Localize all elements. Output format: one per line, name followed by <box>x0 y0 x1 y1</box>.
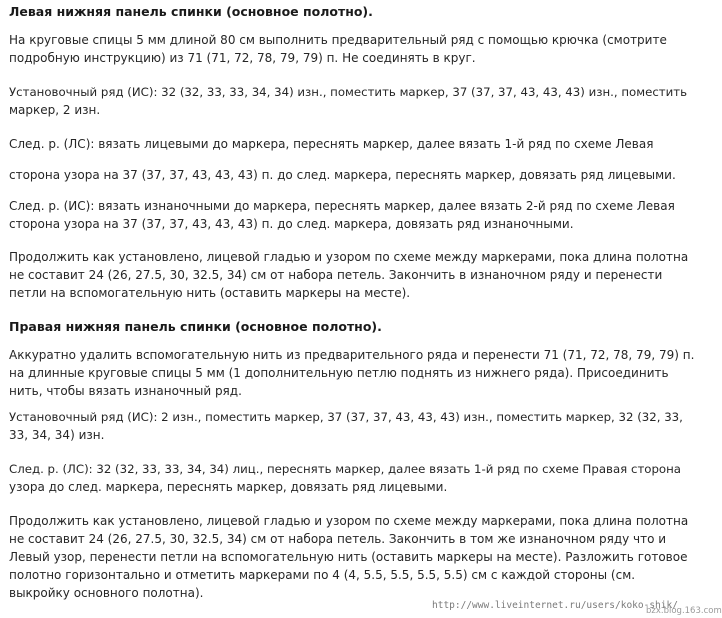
paragraph-line: Установочный ряд (ИС): 2 изн., поместить маркер, 37 (37, 37, 43, 43, 43) изн., поместить маркер, 32 (32, 33, <box>9 410 683 424</box>
paragraph-line: нить, чтобы вязать изнаночный ряд. <box>9 384 242 398</box>
paragraph-line: выкройку основного полотна). <box>9 586 204 600</box>
paragraph-line: Установочный ряд (ИС): 32 (32, 33, 33, 34, 34) изн., поместить маркер, 37 (37, 37, 43, 43, 43) изн., поместить <box>9 85 688 99</box>
paragraph-line: След. р. (ЛС): вязать лицевыми до маркера, переснять маркер, далее вязать 1-й ряд по схеме Левая <box>9 137 654 151</box>
paragraph-line: на длинные круговые спицы 5 мм (1 дополнительную петлю поднять из нижнего ряда). Присоединить <box>9 366 669 380</box>
paragraph-line: не составит 24 (26, 27.5, 30, 32.5, 34) см от набора петель. Закончить в том же изнаночном ряду что и <box>9 532 667 546</box>
watermark-site: bzx.blog.163.com <box>646 606 722 616</box>
paragraph-line: сторона узора на 37 (37, 37, 43, 43, 43) п. до след. маркера, довязать ряд изнаночными. <box>9 217 574 231</box>
section-heading-left-panel: Левая нижняя панель спинки (основное полотно). <box>9 4 373 19</box>
paragraph-line: подробную инструкцию) из 71 (71, 72, 78, 79, 79) п. Не соединять в круг. <box>9 51 476 65</box>
paragraph-line: Аккуратно удалить вспомогательную нить из предварительного ряда и перенести 71 (71, 72, 78, 79, 79) п. <box>9 348 695 362</box>
section-heading-right-panel: Правая нижняя панель спинки (основное полотно). <box>9 319 382 334</box>
paragraph-line: 33, 34, 34) изн. <box>9 428 105 442</box>
paragraph-line: сторона узора на 37 (37, 37, 43, 43, 43) п. до след. маркера, переснять маркер, довязать ряд лицевыми. <box>9 168 676 182</box>
paragraph-line: Продолжить как установлено, лицевой гладью и узором по схеме между маркерами, пока длина полотна <box>9 514 689 528</box>
paragraph-line: узора до след. маркера, переснять маркер, довязать ряд лицевыми. <box>9 480 448 494</box>
watermark-url: http://www.liveinternet.ru/users/koko-shik/ <box>432 600 678 611</box>
paragraph-line: петли на вспомогательную нить (оставить маркеры на месте). <box>9 286 411 300</box>
paragraph-line: не составит 24 (26, 27.5, 30, 32.5, 34) см от набора петель. Закончить в изнаночном ряду и перенести <box>9 268 663 282</box>
paragraph-line: След. р. (ЛС): 32 (32, 33, 33, 34, 34) лиц., переснять маркер, далее вязать 1-й ряд по схеме Правая сторона <box>9 462 682 476</box>
paragraph-line: маркер, 2 изн. <box>9 103 101 117</box>
paragraph-line: След. р. (ИС): вязать изнаночными до маркера, переснять маркер, далее вязать 2-й ряд по схеме Левая <box>9 199 675 213</box>
paragraph-line: Продолжить как установлено, лицевой гладью и узором по схеме между маркерами, пока длина полотна <box>9 250 689 264</box>
paragraph-line: полотно горизонтально и отметить маркерами по 4 (4, 5.5, 5.5, 5.5, 5.5) см с каждой стороны (см. <box>9 568 636 582</box>
paragraph-line: Левый узор, перенести петли на вспомогательную нить (оставить маркеры на месте). Разложить готовое <box>9 550 688 564</box>
paragraph-line: На круговые спицы 5 мм длиной 80 см выполнить предварительный ряд с помощью крючка (смотрите <box>9 33 667 47</box>
